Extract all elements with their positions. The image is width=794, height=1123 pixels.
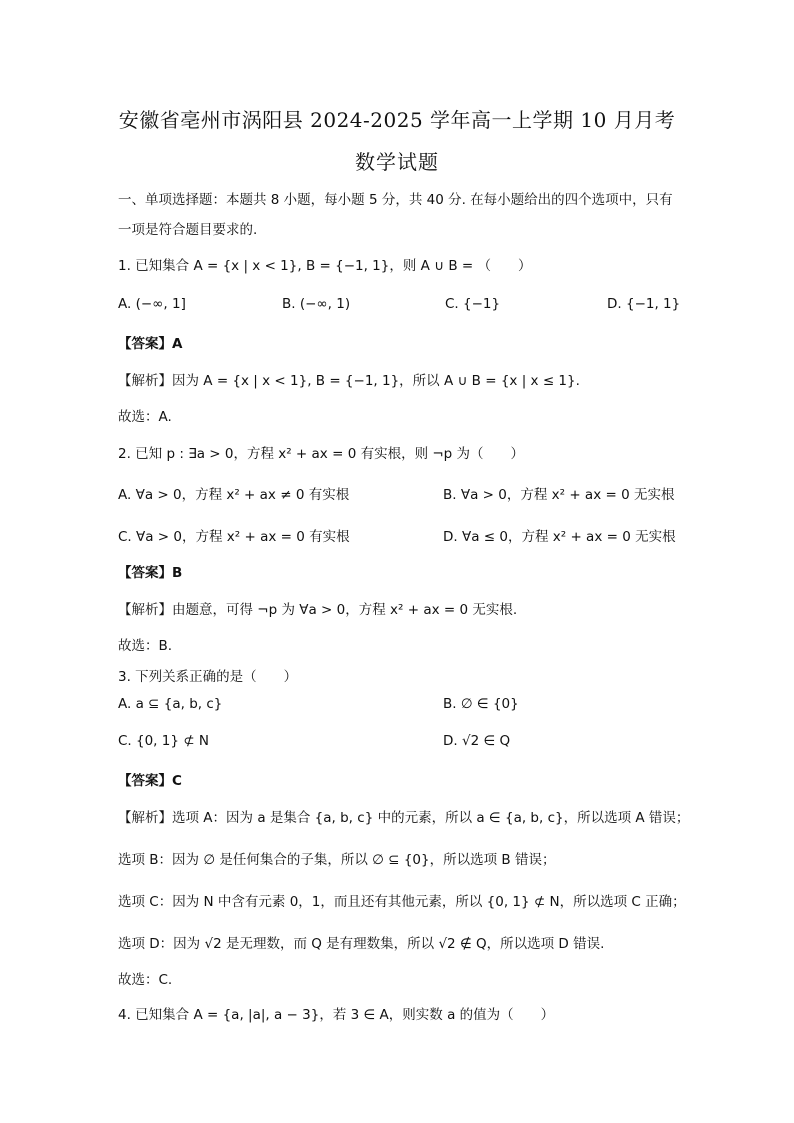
q3-stem: 3. 下列关系正确的是（ ） [118, 669, 298, 685]
q1-option-a: A. (−∞, 1] [118, 296, 186, 312]
q2-analysis: 【解析】由题意，可得 ¬p 为 ∀a > 0，方程 x² + ax = 0 无实根. [118, 602, 518, 618]
section1-instructions-line1: 一、单项选择题：本题共 8 小题，每小题 5 分，共 40 分. 在每小题给出的四个选项中，只有 [118, 192, 673, 208]
q1-option-b: B. (−∞, 1) [282, 296, 351, 312]
q1-choose: 故选：A. [118, 409, 172, 425]
q2-option-a: A. ∀a > 0，方程 x² + ax ≠ 0 有实根 [118, 487, 350, 503]
q3-choose: 故选：C. [118, 972, 173, 988]
q2-option-d: D. ∀a ≤ 0，方程 x² + ax = 0 无实根 [443, 529, 676, 545]
q1-option-c: C. {−1} [445, 296, 501, 312]
q2-option-c: C. ∀a > 0，方程 x² + ax = 0 有实根 [118, 529, 350, 545]
q1-answer: 【答案】A [118, 336, 183, 352]
q3-option-d: D. √2 ∈ Q [443, 733, 511, 749]
q4-stem: 4. 已知集合 A = {a, |a|, a − 3}，若 3 ∈ A，则实数 a 的值为（ ） [118, 1007, 555, 1023]
q1-option-d: D. {−1, 1} [607, 296, 681, 312]
q3-option-c: C. {0, 1} ⊄ N [118, 733, 209, 749]
q3-analysis-b: 选项 B：因为 ∅ 是任何集合的子集，所以 ∅ ⊆ {0}，所以选项 B 错误； [118, 852, 556, 868]
q3-analysis-d: 选项 D：因为 √2 是无理数，而 Q 是有理数集，所以 √2 ∉ Q，所以选项 D 错误. [118, 936, 605, 952]
q3-analysis-a: 【解析】选项 A：因为 a 是集合 {a, b, c} 中的元素，所以 a ∈ {a, b, c}，所以选项 A 错误； [118, 810, 690, 826]
q1-stem: 1. 已知集合 A = {x | x < 1}, B = {−1, 1}，则 A ∪ B = （ ） [118, 258, 532, 274]
q3-answer: 【答案】C [118, 773, 182, 789]
q2-answer: 【答案】B [118, 565, 183, 581]
q3-option-b: B. ∅ ∈ {0} [443, 696, 519, 712]
q2-stem: 2. 已知 p : ∃a > 0，方程 x² + ax = 0 有实根，则 ¬p 为（ ） [118, 446, 525, 462]
q1-analysis: 【解析】因为 A = {x | x < 1}, B = {−1, 1}，所以 A ∪ B = {x | x ≤ 1}. [118, 373, 580, 389]
q3-analysis-c: 选项 C：因为 N 中含有元素 0，1，而且还有其他元素，所以 {0, 1} ⊄ N，所以选项 C 正确； [118, 894, 686, 910]
section1-instructions-line2: 一项是符合题目要求的. [118, 222, 258, 238]
q2-option-b: B. ∀a > 0，方程 x² + ax = 0 无实根 [443, 487, 675, 503]
q2-choose: 故选：B. [118, 638, 173, 654]
exam-title: 安徽省亳州市涡阳县 2024-2025 学年高一上学期 10 月月考 [118, 108, 676, 132]
exam-subtitle: 数学试题 [355, 150, 439, 174]
q3-option-a: A. a ⊆ {a, b, c} [118, 696, 223, 712]
